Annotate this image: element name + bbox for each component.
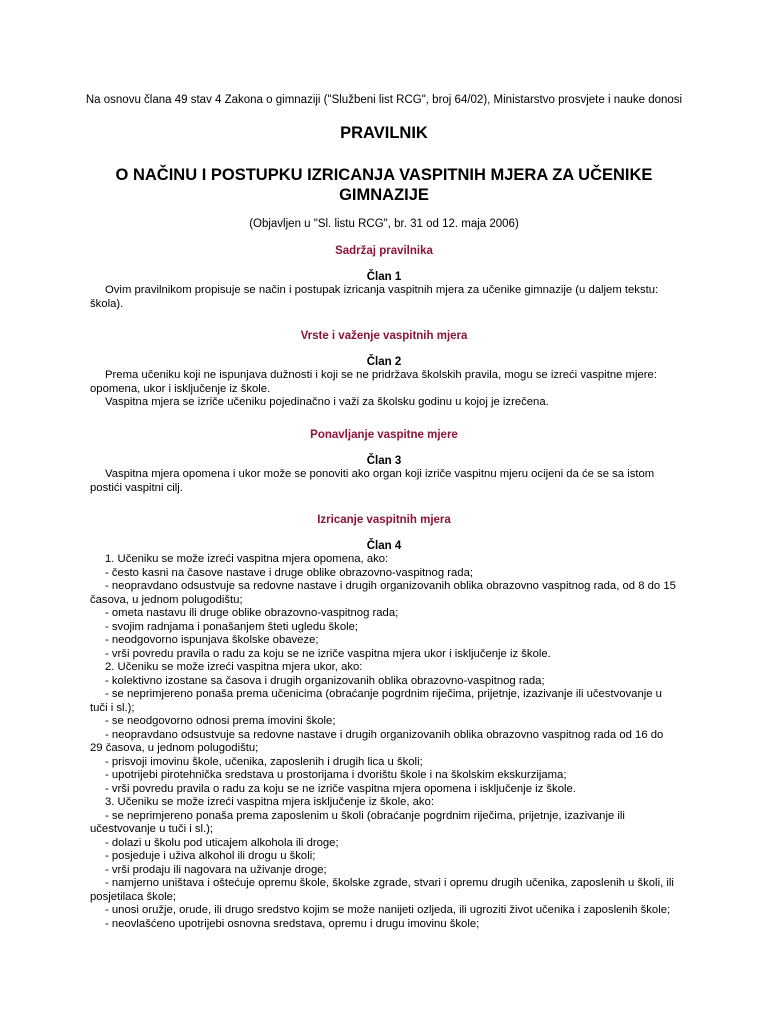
article-2-line: Vaspitna mjera se izriče učeniku pojedinačno i važi za školsku godinu u kojoj je izrečena. — [105, 396, 549, 408]
article-4-line: - neopravdano odsustvuje sa redovne nastave i drugih organizovanih oblika obrazovno vaspitnog rada od 16 do — [105, 728, 664, 741]
article-4-line: - se neprimjereno ponaša prema učenicima (obraćanje pogrdnim riječima, prijetnje, izazivanje ili učestvovanje u — [105, 688, 662, 700]
article-4-line: 29 časova, u jednom polugodištu; — [90, 742, 259, 754]
section-heading-types: Vrste i važenje vaspitnih mjera — [300, 330, 468, 342]
document-title: PRAVILNIK — [340, 124, 428, 142]
article-1-line: Ovim pravilnikom propisuje se način i postupak izricanja vaspitnih mjera za učenike gimnazije (u daljem tekstu: — [105, 284, 659, 296]
article-4-line: - se neodgovorno odnosi prema imovini škole; — [105, 715, 336, 727]
article-4-line: - unosi oružje, orude, ili drugo sredstvo kojim se može nanijeti ozljeda, ili ugroziti život učenika i zaposlenih škole; — [105, 904, 671, 916]
article-4-line: - se neprimjereno ponaša prema zaposlenim u školi (obraćanje pogrdnim riječima, prijetnje, izazivanje ili — [105, 809, 625, 822]
article-4-line: - posjeduje i uživa alkohol ili drogu u školi; — [105, 850, 316, 862]
article-heading-1: Član 1 — [366, 271, 402, 283]
article-4-line: - prisvoji imovinu škole, učenika, zaposlenih i drugih lica u školi; — [105, 755, 423, 768]
article-4-line: - svojim radnjama i ponašanjem šteti ugledu škole; — [105, 620, 359, 633]
article-4-line: 3. Učeniku se može izreći vaspitna mjera isključenje iz škole, ako: — [105, 796, 434, 808]
section-heading-repetition: Ponavljanje vaspitne mjere — [310, 429, 458, 441]
article-2-line: opomena, ukor i isključenje iz škole. — [90, 382, 271, 395]
article-2-text — [90, 369, 690, 410]
article-3-line: Vaspitna mjera opomena i ukor može se ponoviti ako organ koji izriče vaspitnu mjeru ocijeni da će se sa istom — [105, 468, 655, 480]
article-4-line: 2. Učeniku se može izreći vaspitna mjera ukor, ako: — [105, 661, 363, 673]
publication-note: (Objavljen u "Sl. listu RCG", br. 31 od 12. maja 2006) — [249, 218, 519, 230]
article-4-line: - vrši prodaju ili nagovara na uživanje droge; — [105, 863, 327, 876]
article-4-line: posjetilaca škole; — [90, 890, 177, 903]
document-subtitle: O NAČINU I POSTUPKU IZRICANJA VASPITNIH MJERA ZA UČENIKE GIMNAZIJE — [115, 166, 653, 204]
article-2-line: Prema učeniku koji ne ispunjava dužnosti i koji se ne pridržava školskih pravila, mogu se izreći vaspitne mjere: — [105, 369, 657, 381]
section-heading-contents: Sadržaj pravilnika — [335, 245, 433, 257]
article-4-line: - neovlašćeno upotrijebi osnovna sredstava, opremu i drugu imovinu škole; — [105, 917, 480, 930]
article-1-text — [90, 284, 690, 311]
article-4-line: učestvovanje u tuči i sl.); — [90, 823, 214, 835]
article-4-line: - upotrijebi pirotehnička sredstava u prostorijama i dvorištu škole i na školskim ekskurzijama; — [105, 769, 567, 781]
intro-text: Na osnovu člana 49 stav 4 Zakona o gimnaziji ("Službeni list RCG", broj 64/02), Ministarstvo prosvjete i nauke donosi — [85, 94, 683, 106]
article-4-line: - vrši povredu pravila o radu za koju se ne izriče vaspitna mjera ukor i isključenje iz škole. — [105, 647, 551, 660]
article-4-text — [90, 553, 690, 931]
article-4-line: - često kasni na časove nastave i druge oblike obrazovno-vaspitnog rada; — [105, 566, 473, 579]
article-1-line: škola). — [90, 297, 124, 310]
article-4-line: - namjerno uništava i oštećuje opremu škole, školske zgrade, stvari i opremu drugih učenika, zaposlenih u školi, ili — [105, 877, 674, 889]
article-4-line: - neodgovorno ispunjava školske obaveze; — [105, 634, 319, 646]
article-3-line: postići vaspitni cilj. — [90, 481, 183, 494]
article-heading-2: Član 2 — [366, 356, 402, 368]
section-heading-imposing: Izricanje vaspitnih mjera — [317, 514, 451, 526]
article-4-line: - dolazi u školu pod uticajem alkohola ili droge; — [105, 836, 339, 849]
article-heading-3: Član 3 — [366, 455, 402, 467]
article-4-line: 1. Učeniku se može izreći vaspitna mjera opomena, ako: — [105, 553, 389, 565]
article-4-line: - kolektivno izostane sa časova i drugih organizovanih oblika obrazovno-vaspitnog rada; — [105, 674, 545, 687]
article-4-line: - vrši povredu pravila o radu za koju se ne izriče vaspitna mjera opomena i isključenje iz škole. — [105, 782, 576, 795]
article-4-line: - ometa nastavu ili druge oblike obrazovno-vaspitnog rada; — [105, 607, 399, 619]
article-4-line: - neopravdano odsustvuje sa redovne nastave i drugih organizovanih oblika obrazovno vaspitnog rada, od 8 do 15 — [105, 580, 676, 592]
article-3-text — [90, 468, 690, 495]
article-4-line: tuči i sl.); — [90, 701, 135, 714]
article-heading-4: Član 4 — [366, 540, 402, 552]
article-4-line: časova, u jednom polugodištu; — [90, 593, 243, 606]
